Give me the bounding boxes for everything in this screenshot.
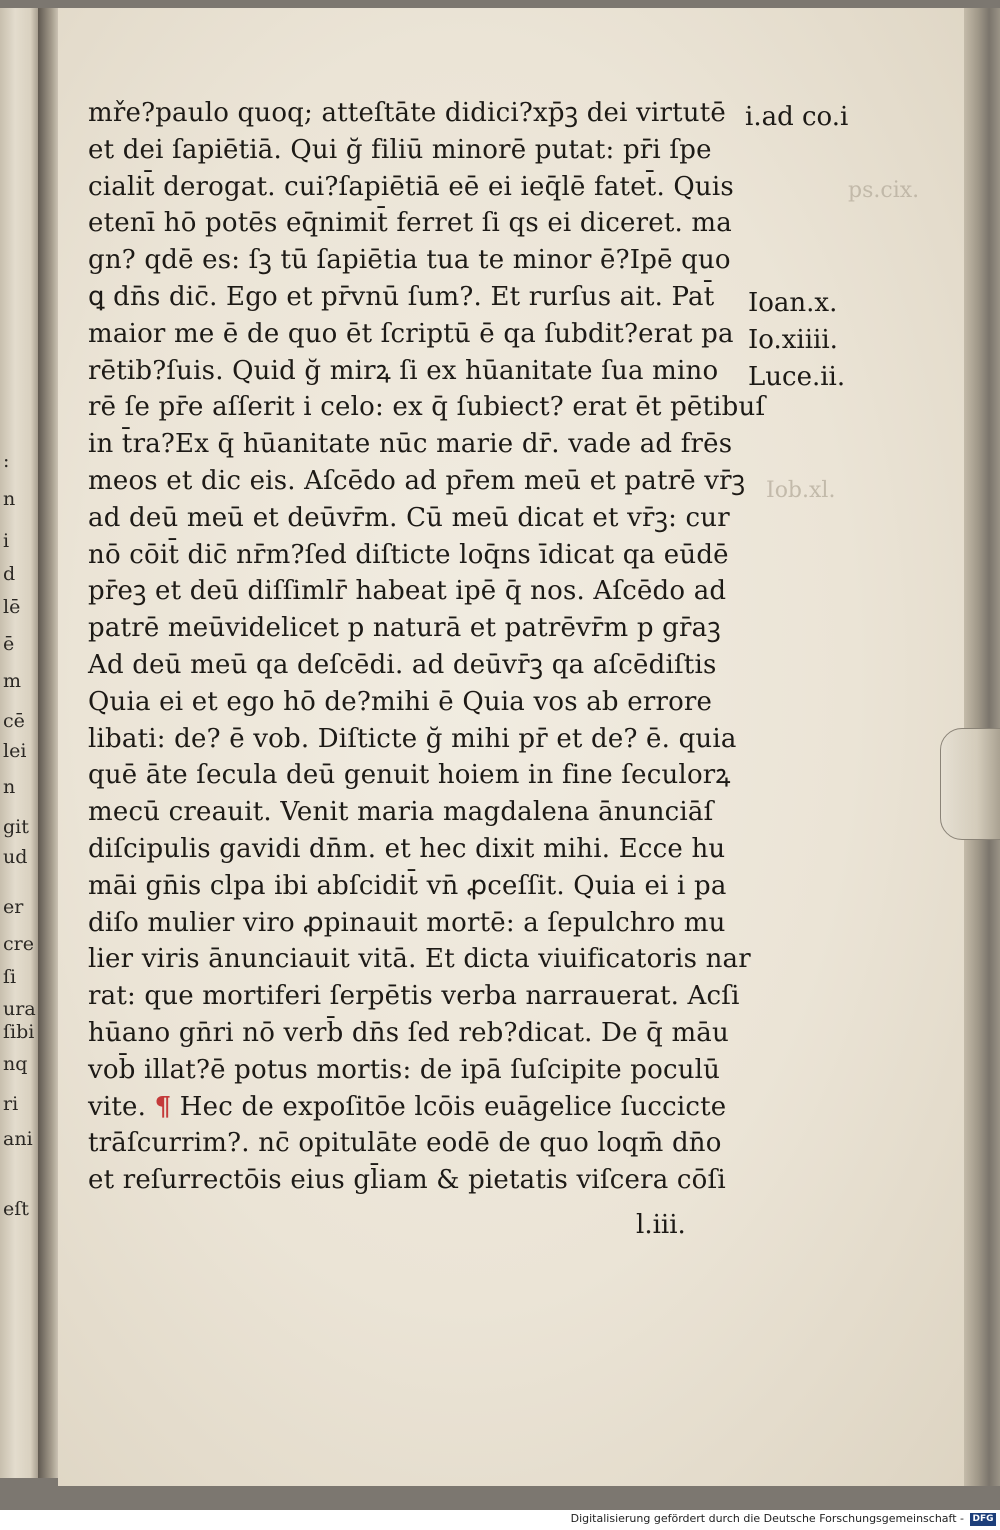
text-line: diſo mulier viro ꝓpinauit mortē: a ſepulchro mu [88, 907, 726, 938]
facing-page-fragment: : [3, 450, 10, 472]
text-line: Quia ei et ego hō de?mihi ē Quia vos ab errore [88, 686, 713, 717]
text-line: lier viris ānunciauit vitā. Et dicta viuificatoris nar [88, 944, 751, 975]
text-line: vob̄ illat?ē potus mortis: de ipā ſuſcipite poculū [88, 1054, 721, 1085]
facing-page-fragment: lē [3, 596, 21, 618]
text-line: mře?paulo quoq; atteſtāte didici?xp̄ꝫ dei virtutē [88, 98, 726, 128]
text-line: et dei ſapiētiā. Qui ğ filiū minorē putat: pr̄i ſpe [88, 134, 712, 165]
text-line: cialit̄ derogat. cui?ſapiētiā eē ei ieq̄lē fatet̄. Quis [88, 171, 734, 202]
text-line: etenī hō potēs eq̄nimit̄ ferret ſi qs ei diceret. ma [88, 208, 732, 239]
footer-bar [0, 1510, 1000, 1530]
facing-page-fragment: git [3, 816, 29, 838]
text-line: rat: que mortiferi ſerpētis verba narrauerat. Acſi [88, 981, 740, 1012]
pilcrow-mark: ¶ [154, 1091, 172, 1122]
facing-page-fragment: n [3, 488, 16, 510]
text-line: maior me ē de quo ēt ſcriptū ē qa ſubdit?erat pa [88, 318, 734, 349]
facing-page-fragment: nq [3, 1053, 28, 1075]
text-line: trāſcurrim?. nc̄ opitulāte eodē de quo loqm̄ dn̄o [88, 1128, 722, 1159]
text-line: rētib?ſuis. Quid ğ mirꝝ ſi ex hūanitate ſua mino [88, 355, 719, 386]
text-line: gn? qdē es: ſꝫ tū ſapiētia tua te minor ē?Ipē quo [88, 245, 731, 276]
facing-page-edge [0, 8, 40, 1478]
text-line: meos et dic eis. Aſcēdo ad pr̄em meū et patrē vr̄ꝫ [88, 466, 746, 496]
facing-page-fragment: ſi [3, 966, 17, 988]
facing-page-fragment: ani [3, 1128, 33, 1150]
facing-page-fragment: ura [3, 998, 36, 1020]
facing-page-fragment: ri [3, 1093, 19, 1115]
facing-page-fragment: d [3, 563, 16, 585]
facing-page-fragment: cre [3, 933, 34, 955]
text-line: diſcipulis gavidi dn̄m. et hec dixit mihi. Ecce hu [88, 834, 726, 864]
facing-page-fragment: cē [3, 710, 25, 732]
footer-credit: Digitalisierung gefördert durch die Deutsche Forschungsgemeinschaft - [570, 1512, 964, 1525]
facing-page-fragment: lei [3, 740, 27, 762]
bleed-through-note: Iob.xl. [766, 478, 836, 503]
facing-page-fragment: er [3, 896, 24, 918]
facing-page-fragment: n [3, 776, 16, 798]
signature-mark: l.iii. [636, 1210, 686, 1240]
text-line: nō cōit̄ dic̄ nr̄m?ſed diſticte loq̄ns īdicat qa eūdē [88, 539, 729, 570]
facing-page-fragment: ē [3, 633, 15, 655]
text-line: rē ſe pr̄e aſſerit i celo: ex q̄ ſubiect? erat ēt pētibuſ [88, 392, 766, 423]
dfg-logo: DFG [970, 1513, 996, 1526]
text-line: in t̄ra?Ex q̄ hūanitate nūc marie dr̄. vade ad frēs [88, 429, 733, 460]
text-line: quē āte ſecula deū genuit hoiem in fine ſeculorꝝ [88, 760, 731, 791]
text-line: libati: de? ē vob. Diſticte ğ mihi pr̄ et de? ē. quia [88, 723, 737, 754]
text-line: mecū creauit. Venit maria magdalena ānunciāſ [88, 797, 714, 828]
facing-page-fragment: ſibi [3, 1021, 35, 1043]
facing-page-fragment: m [3, 670, 22, 692]
bookmark-tab [940, 728, 1000, 840]
bleed-through-note: ps.cix. [848, 178, 920, 203]
gutter-shadow [38, 8, 60, 1478]
margin-note: Luce.ii. [748, 362, 846, 392]
text-line: māi gn̄is clpa ibi abſcidit̄ vn̄ ꝓceſſit. Quia ei i pa [88, 870, 727, 901]
margin-note: i.ad co.i [745, 102, 849, 132]
text-line: vite. ¶ Hec de expoſitōe lcōis euāgelice ſuccicte [88, 1091, 727, 1122]
text-line: ꝗ dn̄s dic̄. Ego et pr̄vnū ſum?. Et rurſus ait. Pat̄ [88, 282, 715, 312]
facing-page-fragment: eſt [3, 1198, 29, 1220]
text-line: Ad deū meū qa deſcēdi. ad deūvr̄ꝫ qa aſcēdiſtis [88, 650, 717, 680]
text-line: et reſurrectōis eius gl̄iam & pietatis viſcera cōſi [88, 1165, 726, 1196]
text-line: hūano gn̄ri nō verb̄ dn̄s ſed reb?dicat. De q̄ māu [88, 1018, 729, 1048]
facing-page-fragment: i [3, 530, 10, 552]
facing-page-fragments [0, 8, 38, 1478]
text-line: patrē meūvidelicet p naturā et patrēvr̄m p gr̄aꝫ [88, 613, 721, 644]
text-line: ad deū meū et deūvr̄m. Cū meū dicat et vr̄ꝫ: cur [88, 502, 730, 533]
margin-note: Ioan.x. [748, 288, 838, 318]
margin-note: Io.xiiii. [748, 325, 838, 355]
facing-page-fragment: ud [3, 846, 28, 868]
text-line: pr̄eꝫ et deū diſſimlr̄ habeat ipē q̄ nos. Aſcēdo ad [88, 576, 727, 607]
